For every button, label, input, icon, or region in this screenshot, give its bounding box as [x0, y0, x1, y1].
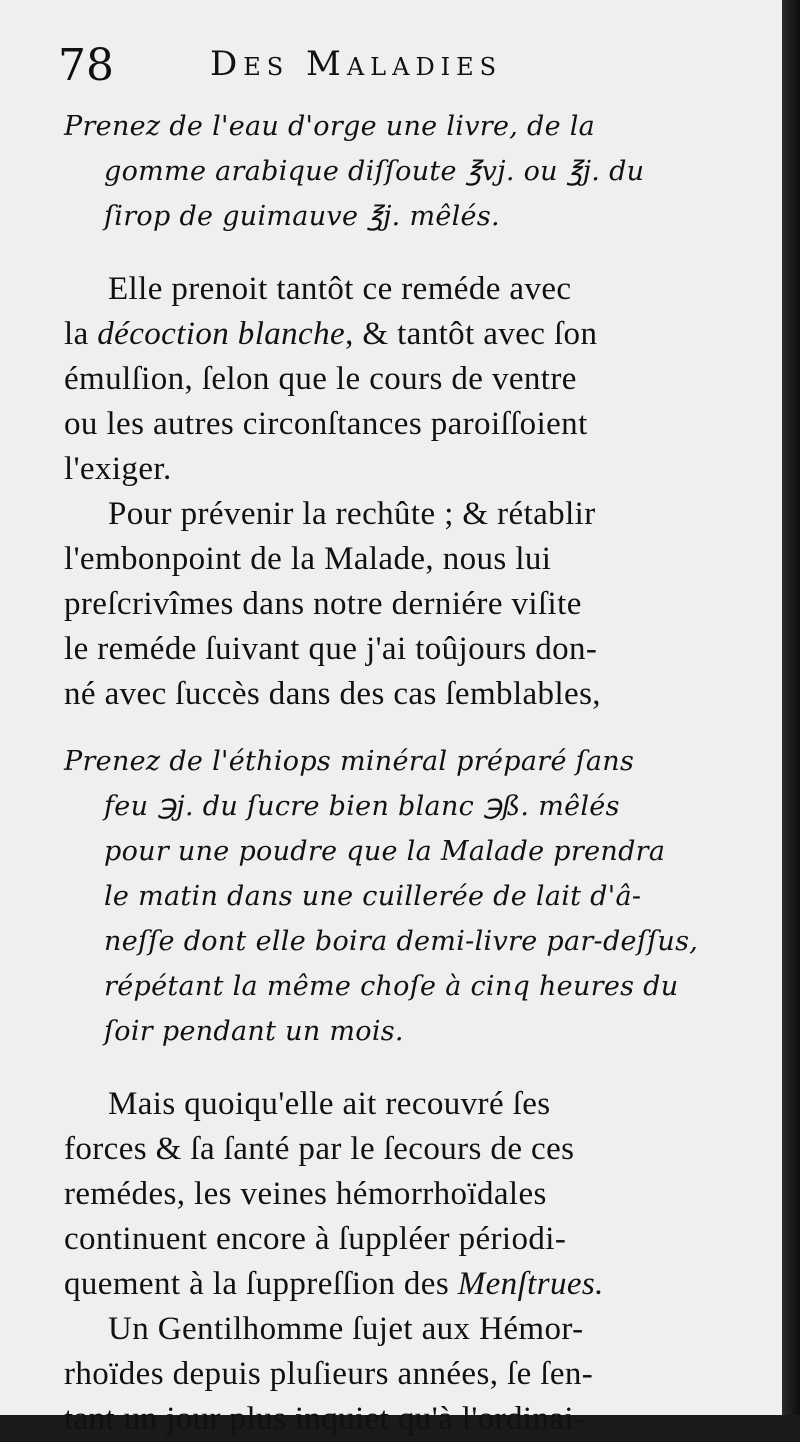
prescription-line: Prenez de l'eau d'orge une livre, de la: [64, 111, 596, 142]
paragraph-line: remédes, les veines hémorrhoïdales: [64, 1176, 547, 1212]
paragraph-2: [64, 492, 732, 717]
paragraph-line: [64, 312, 732, 357]
page-header: [58, 40, 738, 100]
prescription-line: feu ℈j. du ſucre bien blanc ℈ß. mêlés: [104, 791, 620, 822]
paragraph-line: Pour prévenir la rechûte ; & rétablir: [108, 496, 596, 532]
paragraph-line: continuent encore à ſuppléer périodi-: [64, 1221, 567, 1257]
paragraph-line: l'exiger.: [64, 451, 172, 487]
prescription-line: gomme arabique diſſoute ℥vj. ou ℥j. du: [104, 156, 645, 187]
prescription-line: répétant la même choſe à cinq heures du: [104, 971, 679, 1002]
text-run: quement à la ſuppreſſion des: [64, 1266, 458, 1302]
book-binding-edge: [782, 0, 800, 1415]
prescription-1: [64, 104, 732, 239]
prescription-line: Prenez de l'éthiops minéral préparé ſans: [64, 746, 635, 777]
paragraph-line: Elle prenoit tantôt ce reméde avec: [108, 271, 572, 307]
paragraph-3: [64, 1082, 732, 1307]
paragraph-line: l'embonpoint de la Malade, nous lui: [64, 541, 552, 577]
italic-term: décoction blanche: [97, 316, 346, 352]
paragraph-line: le reméde ſuivant que j'ai toûjours don-: [64, 631, 598, 667]
prescription-2: [64, 739, 732, 1054]
prescription-line: ſirop de guimauve ℥j. mêlés.: [104, 201, 500, 232]
page-number: 78: [58, 40, 114, 91]
paragraph-line: Mais quoiqu'elle ait recouvré ſes: [108, 1086, 551, 1122]
paragraph-line: [64, 1262, 732, 1307]
paragraph-line: ou les autres circonſtances paroiſſoient: [64, 406, 588, 442]
prescription-line: pour une poudre que la Malade prendra: [104, 836, 666, 867]
paragraph-line: rhoïdes depuis pluſieurs années, ſe ſen-: [64, 1356, 594, 1392]
paragraph-4: [64, 1307, 732, 1442]
prescription-line: le matin dans une cuillerée de lait d'â-: [104, 881, 642, 912]
prescription-line: neſſe dont elle boira demi-livre par-deſſus,: [104, 926, 699, 957]
paragraph-line: tant un jour plus inquiet qu'à l'ordinai-: [64, 1401, 586, 1437]
paragraph-line: Un Gentilhomme ſujet aux Hémor-: [108, 1311, 584, 1347]
page-body: [64, 104, 732, 1442]
paragraph-line: preſcrivîmes dans notre derniére viſite: [64, 586, 582, 622]
running-title: Des Maladies: [210, 44, 503, 84]
paragraph-line: émulſion, ſelon que le cours de ventre: [64, 361, 577, 397]
italic-term: Menſtrues.: [457, 1266, 604, 1302]
paragraph-line: né avec ſuccès dans des cas ſemblables,: [64, 676, 601, 712]
text-run: , & tantôt avec ſon: [345, 316, 598, 352]
prescription-line: ſoir pendant un mois.: [104, 1016, 404, 1047]
paragraph-line: forces & ſa ſanté par le ſecours de ces: [64, 1131, 575, 1167]
text-run: la: [64, 316, 98, 352]
paragraph-1: [64, 267, 732, 492]
